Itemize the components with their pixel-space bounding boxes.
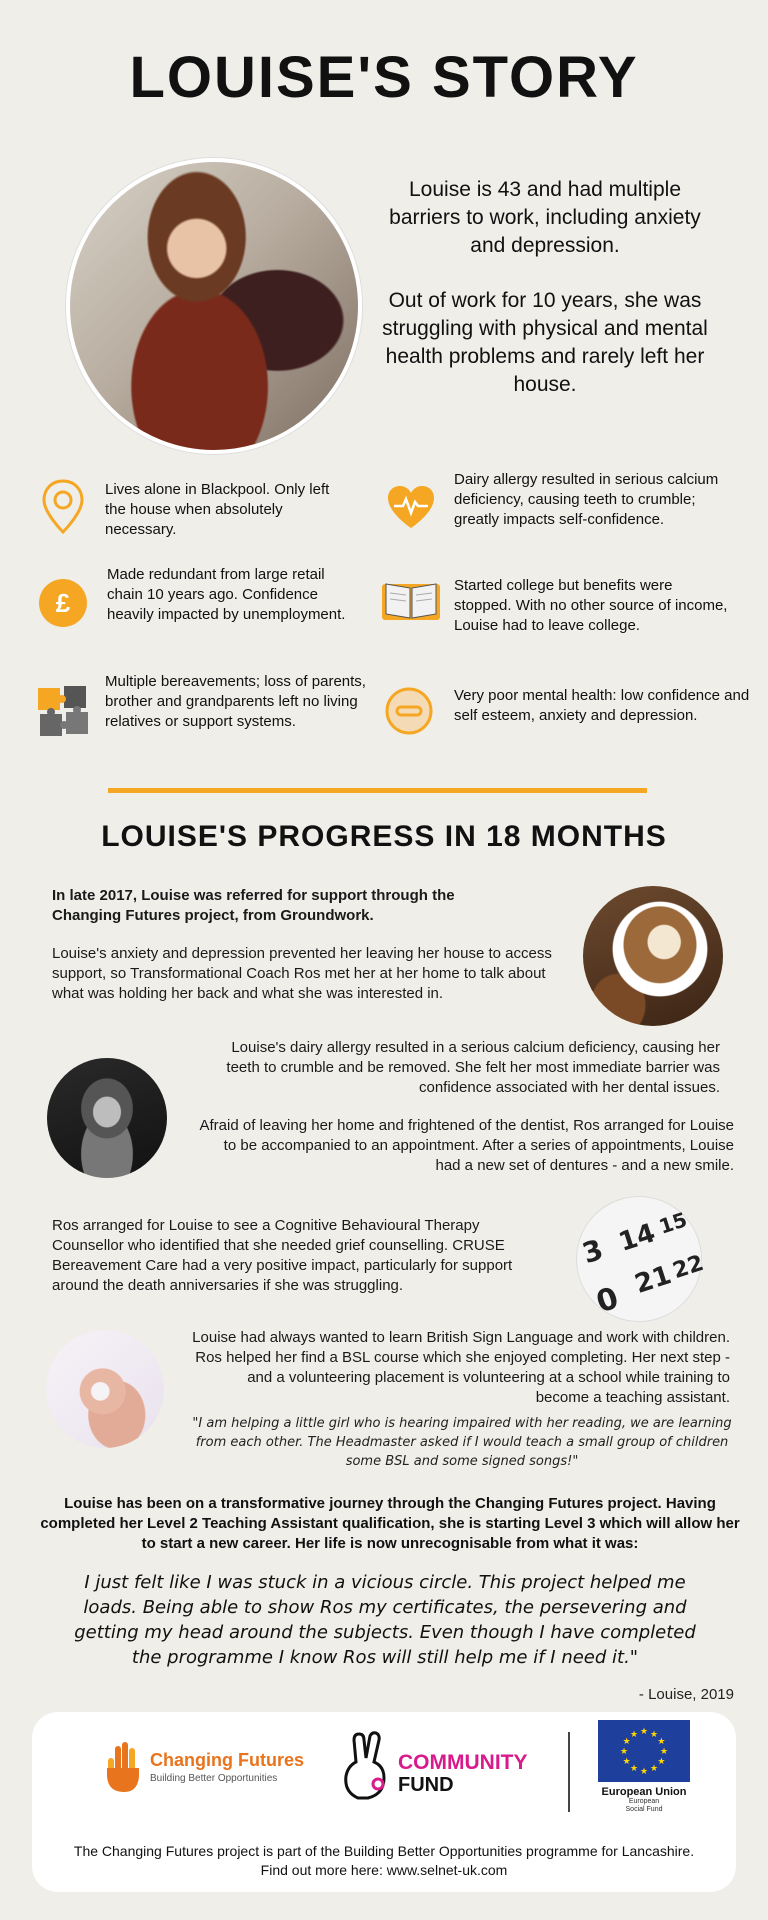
fact-bereavement: Multiple bereavements; loss of parents, brother and grandparents left no living relatives or support systems. [105,673,366,730]
logo-divider [568,1732,570,1812]
footer-text [32,1842,736,1880]
eu-star-icon: ★ [622,1756,631,1766]
community-fund-logo [340,1732,528,1802]
eu-logo-text [580,1786,708,1814]
eu-star-icon: ★ [630,1728,639,1739]
sign-language-hand-photo [46,1330,164,1448]
anxious-woman-photo [47,1058,167,1178]
eu-subtitle-1: European [628,1798,660,1805]
eu-star-icon: ★ [630,1763,639,1774]
eu-subtitle-2: Social Fund [625,1806,663,1813]
intro-paragraph-1: Louise is 43 and had multiple barriers to work, including anxiety and depression. [389,178,701,257]
fact-college: Started college but benefits were stopped. With no other source of income, Louise had to leave college. [454,577,728,634]
fact-location: Lives alone in Blackpool. Only left the house when absolutely necessary. [105,481,330,538]
quote-attribution: - Louise, 2019 [638,1686,734,1703]
conclusion-text: Louise has been on a transformative journey through the Changing Futures project. Having completed her Level 2 Teaching Assistant qualification, she is starting Level 3 which will allow her to start a new career. Her life is now unrecognisable from what it was: [40,1495,740,1552]
calendar-photo [576,1196,707,1322]
eu-star-icon: ★ [657,1756,666,1766]
crossed-fingers-icon [340,1732,392,1802]
open-book-icon [380,578,442,624]
changing-futures-logo [104,1740,304,1794]
louise-quote: I just felt like I was stuck in a vicious circle. This project helped me loads. Being able to show Ros my certificates, the persevering and getting my head around the subjects. Even though I have completed the programme I know Ros will still help me if I need it." [74,1572,696,1668]
intro-text [380,176,710,399]
footer-line-1: The Changing Futures project is part of the Building Better Opportunities programme for Lancashire. [73,1843,695,1859]
louise-small-quote: "I am helping a little girl who is hearing impaired with her reading, we are learning from each other. The Headmaster asked if I would teach a small group of children some BSL and some signed songs!" [192,1416,732,1469]
community-fund-title: COMMUNITY [398,1751,528,1774]
calendar-number: 21 [631,1260,675,1300]
louise-portrait-photo [66,158,362,454]
calendar-number: 22 [669,1250,707,1285]
progress-paragraph-3: Louise's dairy allergy resulted in a serious calcium deficiency, causing her teeth to crumble and be removed. She felt her most immediate barrier was confidence associated with her dental issues. [226,1039,720,1096]
pound-coin-icon [38,578,88,628]
fact-allergy: Dairy allergy resulted in serious calcium deficiency, causing teeth to crumble; greatly impacts self-confidence. [454,471,719,528]
calendar-number: 0 [592,1280,623,1321]
heart-pulse-icon [386,482,436,532]
section-divider [108,788,647,793]
eu-star-icon: ★ [622,1736,631,1746]
progress-paragraph-5: Ros arranged for Louise to see a Cognitive Behavioural Therapy Counsellor who identified that she needed grief counselling. CRUSE Bereavement Care had a very positive impact, particularly for support around the death anniversaries if she was struggling. [52,1217,513,1294]
eu-star-icon: ★ [657,1736,666,1746]
svg-text:£: £ [55,588,71,618]
fact-mental-health: Very poor mental health: low confidence and self esteem, anxiety and depression. [454,687,750,724]
progress-paragraph-4: Afraid of leaving her home and frightened of the dentist, Ros arranged for Louise to be accompanied to an appointment. After a series of appointments, Louise had a new set of dentures - and a new smile. [199,1117,734,1174]
fact-redundant: Made redundant from large retail chain 10 years ago. Confidence heavily impacted by unemployment. [107,566,346,623]
progress-paragraph-1: In late 2017, Louise was referred for support through the Changing Futures project, from Groundwork. [52,887,455,924]
eu-star-icon: ★ [640,1766,649,1776]
eu-star-icon: ★ [650,1728,659,1739]
puzzle-icon [34,682,94,742]
progress-paragraph-2: Louise's anxiety and depression prevented her leaving her house to access support, so Transformational Coach Ros met her at her home to talk about what was holding her back and what she was interested in. [52,945,552,1002]
eu-title: European Union [601,1786,687,1798]
eu-flag-icon [598,1720,690,1782]
calendar-number: 14 [615,1218,659,1258]
eu-star-icon: ★ [620,1746,629,1756]
coffee-photo [583,886,723,1026]
changing-futures-title: Changing Futures [150,1750,304,1770]
footer-line-2: Find out more here: www.selnet-uk.com [260,1862,508,1878]
calendar-number: 3 [578,1232,608,1271]
progress-paragraph-6: Louise had always wanted to learn British Sign Language and work with children. Ros helped her find a BSL course which she enjoyed completing. Her next step - and a volunteering placement is volunteering at a school while training to become a teaching assistant. [192,1329,730,1406]
location-pin-icon [38,482,88,532]
footer-panel [32,1712,736,1892]
page-title: LOUISE'S STORY [129,45,639,110]
eu-star-icon: ★ [650,1763,659,1774]
community-fund-subtitle: FUND [398,1774,454,1796]
intro-paragraph-2: Out of work for 10 years, she was struggling with physical and mental health problems and rarely left her house. [382,289,708,396]
changing-futures-subtitle: Building Better Opportunities [150,1773,278,1784]
minus-circle-icon [384,686,434,736]
progress-heading: LOUISE'S PROGRESS IN 18 MONTHS [101,820,667,853]
calendar-number: 15 [655,1207,690,1239]
hand-icon [104,1740,142,1794]
eu-star-icon: ★ [640,1726,649,1736]
eu-star-icon: ★ [660,1746,669,1756]
